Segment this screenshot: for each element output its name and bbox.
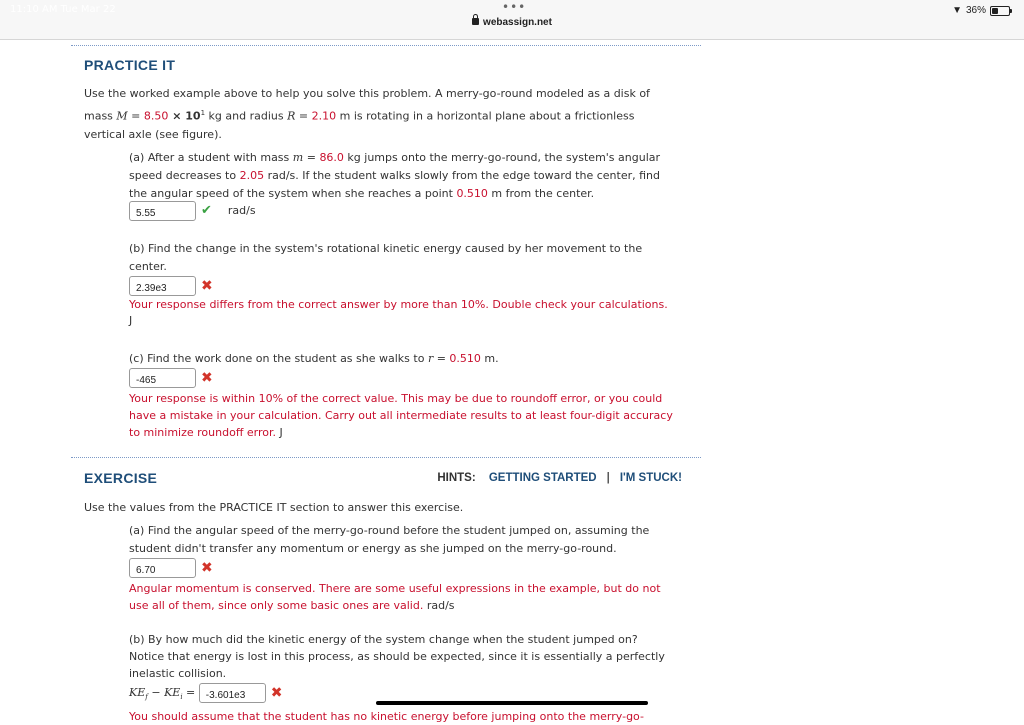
hints-bar: HINTS: GETTING STARTED | I'M STUCK! [437, 471, 682, 484]
url-text: webassign.net [483, 17, 552, 28]
incorrect-x-icon: ✖ [201, 277, 213, 294]
answer-field-exercise-a[interactable]: 6.70 [129, 558, 196, 578]
battery-percent: 36% [965, 5, 986, 16]
practice-part-b: (b) Find the change in the system's rotational kinetic energy caused by her movement to the center. 2.39e3 ✖ Your response differs from the correct answer by more than 10%. Double check your calculations. J [129, 240, 701, 328]
exercise-part-b: (b) By how much did the kinetic energy of the system change when the student jumped on? Notice that energy is lost in this process, as should be expected, since it is essentially a perfectly inelastic collision. $KE_f - KE_i = -3.601e3$ ✖ You should assume that the student has no kinetic energy before jumping onto the merry-go- [129, 631, 701, 725]
feedback-message: Your response is within 10% of the correct value. This may be due to roundoff error, or you could have a mistake in your calculation. Carry out all intermediate results to at least four-digit accuracy to minimize roundoff error. J [129, 391, 673, 439]
practice-intro: Use the worked example above to help you solve this problem. A merry-go-round modeled as a disk of mass $M = 8.50 \times 10^1$ kg and radius R = 2.10 m is rotating in a horizontal plane about a frictionless vertical axle (see figure). [84, 87, 650, 141]
answer-field-practice-c[interactable]: -465 [129, 368, 196, 388]
incorrect-x-icon: ✖ [201, 559, 213, 576]
exercise-header [84, 470, 682, 486]
status-time-date: 11:10 AM Tue Mar 22 [10, 4, 116, 15]
feedback-message: Angular momentum is conserved. There are some useful expressions in the example, but do not use all of them, since only some basic ones are valid. rad/s [129, 581, 661, 612]
main-content [71, 40, 701, 725]
exercise-intro: Use the values from the PRACTICE IT section to answer this exercise. [84, 500, 464, 514]
practice-it-heading: PRACTICE IT [84, 57, 176, 73]
feedback-message: You should assume that the student has no kinetic energy before jumping onto the merry-go- [129, 709, 644, 723]
section-divider [71, 45, 701, 46]
im-stuck-link[interactable]: I'M STUCK! [619, 471, 682, 484]
section-divider [71, 457, 701, 458]
redaction-bar [376, 701, 648, 705]
ke-expression: $KE_f - KE_i$ = [129, 685, 199, 701]
feedback-message: Your response differs from the correct answer by more than 10%. Double check your calculations. [129, 297, 668, 311]
wifi-icon: ▼ [952, 5, 962, 16]
battery-icon [990, 6, 1010, 16]
incorrect-x-icon: ✖ [270, 684, 283, 701]
lock-icon [472, 18, 479, 25]
correct-check-icon: ✔ [201, 202, 212, 218]
answer-field-exercise-b[interactable]: -3.601e3 [199, 683, 266, 703]
incorrect-x-icon: ✖ [201, 369, 213, 386]
tab-dots-indicator[interactable]: ••• [502, 0, 527, 14]
address-bar[interactable] [0, 17, 1024, 28]
getting-started-link[interactable]: GETTING STARTED [488, 471, 597, 484]
browser-status-bar [0, 0, 1024, 40]
status-indicators [952, 5, 1010, 16]
practice-part-a: (a) After a student with mass m = 86.0 kg jumps onto the merry-go-round, the system's angular speed decreases to 2.05 rad/s. If the student walks slowly from the edge toward the center, find the angular speed of the system when she reaches a point 0.510 m from the center. 5.55 ✔ rad/s [129, 150, 661, 219]
unit-label: rad/s [227, 203, 256, 217]
exercise-part-a: (a) Find the angular speed of the merry-go-round before the student jumped on, assuming the student didn't transfer any momentum or energy as she jumped on the merry-go-round. 6.70 ✖ Angular momentum is conserved. There are some useful expressions in the example, but do not use all of them, since only some basic ones are valid. rad/s [129, 522, 701, 614]
exercise-heading: EXERCISE [84, 469, 158, 486]
practice-part-c: (c) Find the work done on the student as she walks to r = 0.510 m. -465 ✖ Your response is within 10% of the correct value. This may be due to roundoff error, or you could have a mistake in your calculation. Carry out all intermediate results to at least four-digit accuracy to minimize roundoff error. J [129, 350, 701, 441]
unit-label: J [129, 313, 133, 327]
answer-field-practice-a[interactable]: 5.55 [129, 201, 196, 221]
answer-field-practice-b[interactable]: 2.39e3 [129, 276, 196, 296]
